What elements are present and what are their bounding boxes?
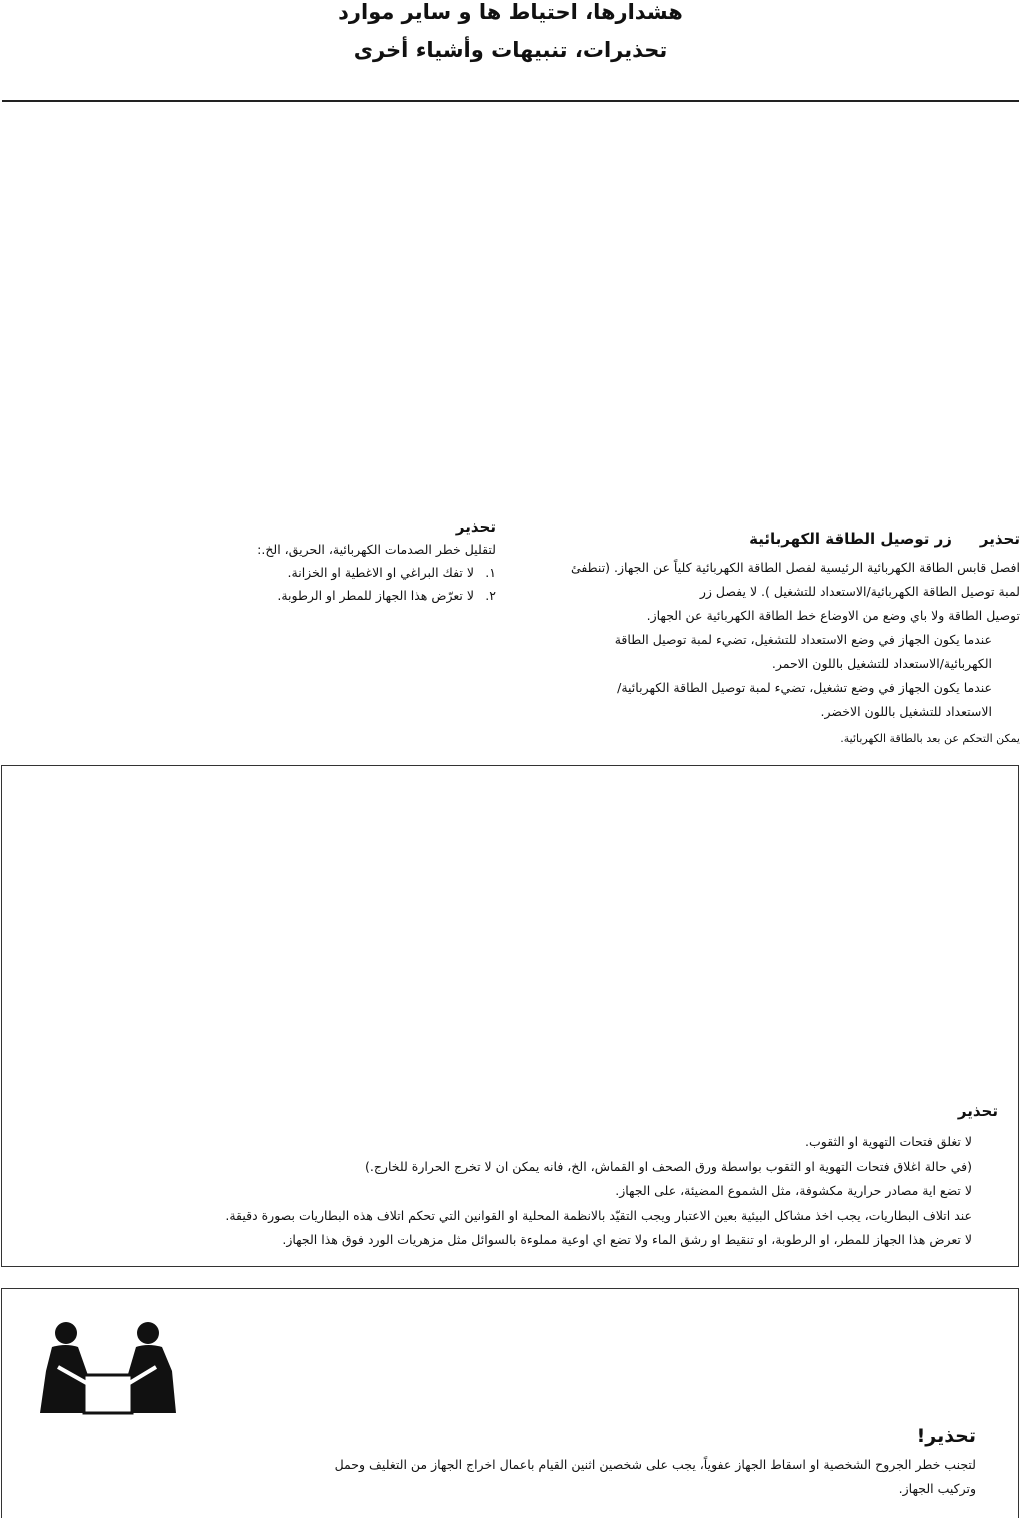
list-item: لا تغلق فتحات التهوية او الثقوب. — [805, 1134, 972, 1149]
ventilation-warning-box — [1, 765, 1019, 1267]
electric-shock-warning — [150, 518, 496, 607]
item-number: ٢. — [485, 588, 496, 603]
paragraph-line: عندما يكون الجهاز في وضع تشغيل، تضيء لمبة توصيل الطاقة الكهربائية/ — [617, 680, 992, 695]
two-person-lift-icon — [38, 1321, 178, 1419]
lifting-warning-text — [186, 1453, 976, 1501]
item-text: لا تفك البراغي او الاغطية او الخزانة. — [287, 565, 474, 580]
list-item — [150, 584, 496, 607]
warning-heading: تحذير! — [916, 1425, 976, 1447]
warning-heading: تحذير — [957, 1102, 998, 1120]
paragraph-line: لمبة توصيل الطاقة الكهربائية/الاستعداد للتشغيل ). لا يفصل زر — [699, 584, 1020, 599]
page-title-persian: هشدارها، احتیاط ها و سایر موارد — [338, 0, 683, 24]
list-item: (في حالة اغلاق فتحات التهوية او الثقوب بواسطة ورق الصحف او القماش، الخ، فانه يمكن ان لا تخرج الحرارة للخارج.) — [365, 1158, 972, 1174]
list-item: لا تعرض هذا الجهاز للمطر، او الرطوبة، او تنقيط او رشق الماء ولا تضع اي اوعية مملوءة بالسوائل مثل مزهريات الورد فوق هذا الجهاز. — [282, 1232, 972, 1247]
paragraph-line: وتركيب الجهاز. — [898, 1481, 976, 1496]
paragraph-line: الاستعداد للتشغيل باللون الاخضر. — [820, 704, 992, 719]
warning-list — [32, 1130, 972, 1253]
list-item: لا تضع اية مصادر حرارية مكشوفة، مثل الشموع المضيئة، على الجهاز. — [615, 1183, 972, 1198]
header-divider — [2, 100, 1019, 102]
list-item: عند اتلاف البطاريات، يجب اخذ مشاكل البيئية بعين الاعتبار ويجب التقيّد بالانظمة المحلية او القوانين التي تحكم اتلاف هذه البطاريات بصورة دقيقة. — [225, 1207, 972, 1223]
list-item — [150, 561, 496, 584]
lifting-warning-box — [1, 1288, 1019, 1518]
power-warning-heading — [520, 526, 1020, 556]
paragraph-line: الكهربائية/الاستعداد للتشغيل باللون الاحمر. — [771, 656, 992, 671]
warning-intro: لتقليل خطر الصدمات الكهربائية، الحريق، الخ.: — [257, 542, 496, 557]
power-button-title: زر توصيل الطاقة الكهربائية — [749, 530, 952, 548]
paragraph-line: لتجنب خطر الجروح الشخصية او اسقاط الجهاز عفوياً، يجب على شخصين اثنين القيام باعمال اخراج الجهاز من التغليف وحمل — [334, 1457, 976, 1472]
page-title-arabic: تحذيرات، تنبيهات وأشياء أخرى — [353, 38, 668, 62]
paragraph-line: عندما يكون الجهاز في وضع الاستعداد للتشغيل، تضيء لمبة توصيل الطاقة — [614, 632, 992, 647]
warning-heading: تحذير — [455, 518, 496, 536]
paragraph-line: افصل قابس الطاقة الكهربائية الرئيسية لفصل الطاقة الكهربائية كلياً عن الجهاز. (تنطفئ — [570, 560, 1020, 575]
paragraph-line: توصيل الطاقة ولا باي وضع من الاوضاع خط الطاقة الكهربائية عن الجهاز. — [646, 608, 1020, 623]
power-button-warning — [520, 526, 1020, 724]
item-number: ١. — [485, 565, 496, 580]
remote-control-note: يمكن التحكم عن بعد بالطاقة الكهربائية. — [840, 732, 1020, 745]
warning-label: تحذير — [979, 530, 1020, 548]
item-text: لا تعرّض هذا الجهاز للمطر او الرطوبة. — [277, 588, 474, 603]
